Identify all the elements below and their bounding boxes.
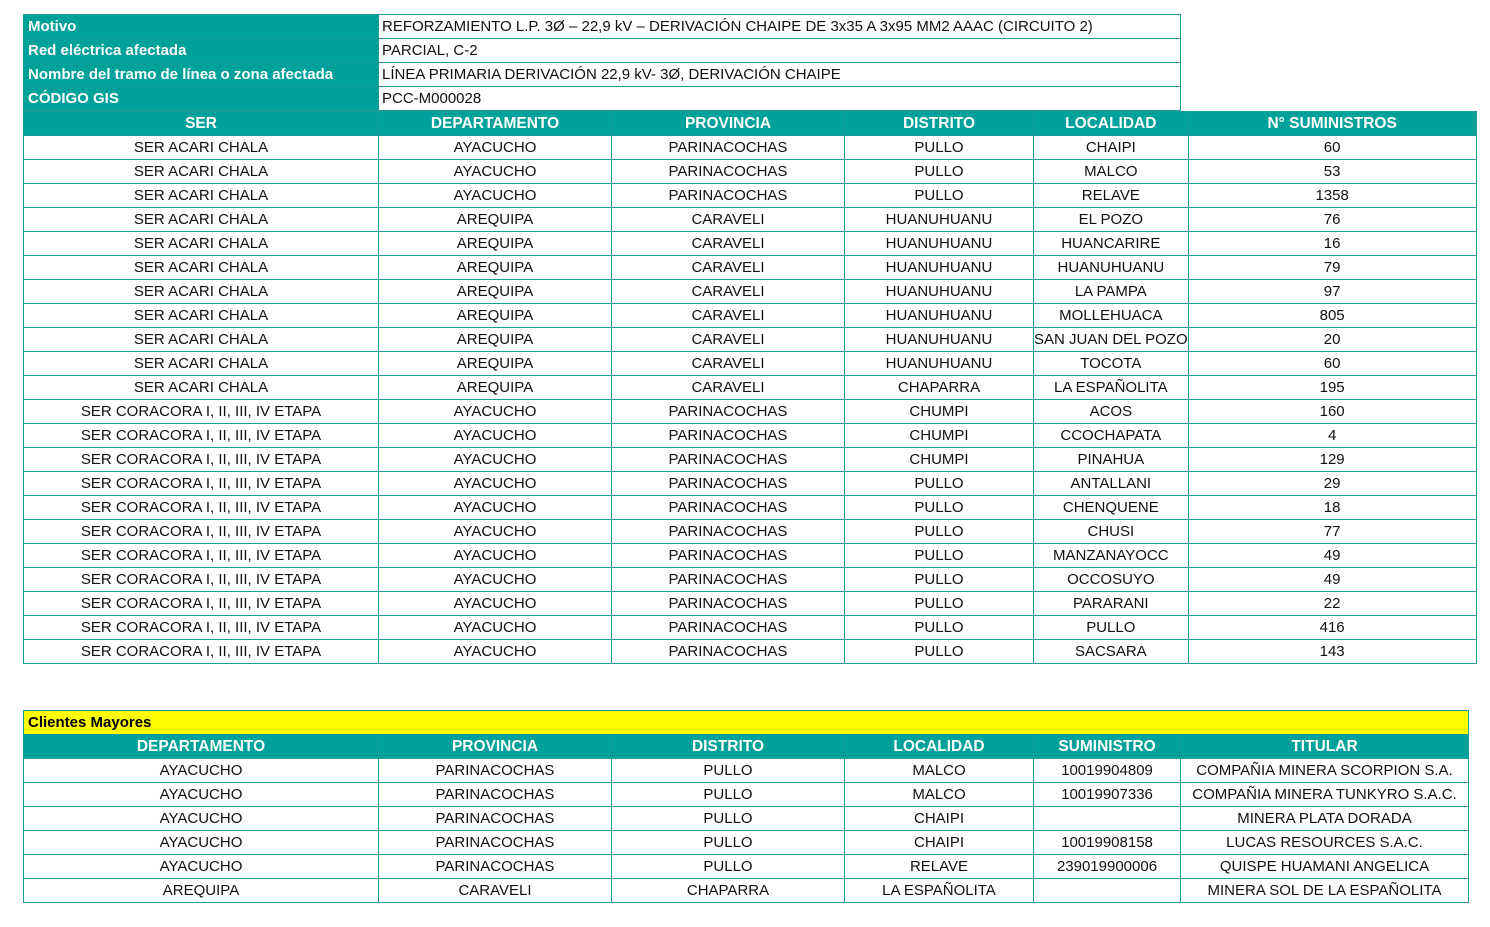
table-row [24, 759, 1469, 783]
info-value: LÍNEA PRIMARIA DERIVACIÓN 22,9 kV- 3Ø, DERIVACIÓN CHAIPE [379, 63, 1181, 87]
table-cell: PARINACOCHAS [612, 592, 845, 616]
table-cell: PARARANI [1034, 592, 1189, 616]
table-cell: HUANUHUANU [845, 208, 1034, 232]
table-row [24, 807, 1469, 831]
table-cell: SER CORACORA I, II, III, IV ETAPA [24, 520, 379, 544]
table-row [24, 879, 1469, 903]
info-label: Red eléctrica afectada [24, 39, 379, 63]
table-row [24, 160, 1477, 184]
column-header: SUMINISTRO [1034, 735, 1181, 759]
table-cell [1034, 879, 1181, 903]
table-cell: SACSARA [1034, 640, 1189, 664]
table-cell: SER ACARI CHALA [24, 208, 379, 232]
table-cell: PULLO [845, 592, 1034, 616]
table-cell: AYACUCHO [379, 616, 612, 640]
table-row [24, 640, 1477, 664]
table-cell: PARINACOCHAS [612, 448, 845, 472]
table-cell: AYACUCHO [379, 592, 612, 616]
table-cell: AYACUCHO [379, 520, 612, 544]
column-header: DISTRITO [612, 735, 845, 759]
table-cell: PARINACOCHAS [379, 807, 612, 831]
table-row [24, 496, 1477, 520]
table-cell: HUANUHUANU [1034, 256, 1189, 280]
table-cell: 1358 [1188, 184, 1476, 208]
table-cell: SER ACARI CHALA [24, 232, 379, 256]
table-cell: CHAPARRA [845, 376, 1034, 400]
table-cell: PULLO [845, 544, 1034, 568]
table-cell: OCCOSUYO [1034, 568, 1189, 592]
table-cell: COMPAÑIA MINERA TUNKYRO S.A.C. [1181, 783, 1469, 807]
table-cell: AYACUCHO [24, 759, 379, 783]
table-cell: MANZANAYOCC [1034, 544, 1189, 568]
column-header: LOCALIDAD [845, 735, 1034, 759]
table-row [24, 783, 1469, 807]
table-cell: CHAIPI [845, 807, 1034, 831]
table-cell: CHUMPI [845, 400, 1034, 424]
table-cell [1034, 807, 1181, 831]
table-cell: AYACUCHO [379, 568, 612, 592]
info-row [24, 87, 1181, 111]
table-cell: AYACUCHO [24, 831, 379, 855]
table-cell: PULLO [845, 640, 1034, 664]
table-row [24, 520, 1477, 544]
table-cell: PULLO [612, 855, 845, 879]
table-cell: AREQUIPA [379, 232, 612, 256]
table-cell: HUANUHUANU [845, 328, 1034, 352]
table-row [24, 855, 1469, 879]
table-cell: AYACUCHO [379, 544, 612, 568]
table-cell: AREQUIPA [379, 280, 612, 304]
table-row [24, 448, 1477, 472]
table-cell: 97 [1188, 280, 1476, 304]
table-cell: AREQUIPA [379, 304, 612, 328]
table-cell: PARINACOCHAS [612, 520, 845, 544]
table-cell: PARINACOCHAS [612, 136, 845, 160]
table-cell: MOLLEHUACA [1034, 304, 1189, 328]
table-cell: CHUSI [1034, 520, 1189, 544]
table-cell: PULLO [845, 136, 1034, 160]
table-cell: 20 [1188, 328, 1476, 352]
table-cell: CHUMPI [845, 448, 1034, 472]
table-cell: 77 [1188, 520, 1476, 544]
table-cell: PULLO [845, 160, 1034, 184]
column-header: PROVINCIA [379, 735, 612, 759]
table-cell: SER ACARI CHALA [24, 352, 379, 376]
table-cell: AYACUCHO [379, 640, 612, 664]
table-cell: 79 [1188, 256, 1476, 280]
table-cell: SER CORACORA I, II, III, IV ETAPA [24, 640, 379, 664]
table-cell: 16 [1188, 232, 1476, 256]
table-cell: HUANUHUANU [845, 352, 1034, 376]
column-header: N° SUMINISTROS [1188, 112, 1476, 136]
table-cell: CARAVELI [612, 376, 845, 400]
table-cell: LA ESPAÑOLITA [845, 879, 1034, 903]
table-cell: 60 [1188, 136, 1476, 160]
table-cell: PARINACOCHAS [612, 160, 845, 184]
table-cell: CARAVELI [379, 879, 612, 903]
table-row [24, 376, 1477, 400]
table-cell: MINERA SOL DE LA ESPAÑOLITA [1181, 879, 1469, 903]
table-cell: PARINACOCHAS [612, 568, 845, 592]
table-cell: CHUMPI [845, 424, 1034, 448]
table-cell: PARINACOCHAS [612, 496, 845, 520]
table-row [24, 328, 1477, 352]
major-clients-title: Clientes Mayores [24, 711, 1469, 735]
table-cell: PARINACOCHAS [379, 831, 612, 855]
info-value: PARCIAL, C-2 [379, 39, 1181, 63]
table-cell: CARAVELI [612, 208, 845, 232]
table-cell: PINAHUA [1034, 448, 1189, 472]
table-cell: PARINACOCHAS [379, 783, 612, 807]
table-cell: SER CORACORA I, II, III, IV ETAPA [24, 544, 379, 568]
table-cell: 129 [1188, 448, 1476, 472]
table-cell: CHENQUENE [1034, 496, 1189, 520]
table-cell: AREQUIPA [379, 352, 612, 376]
table-cell: SER CORACORA I, II, III, IV ETAPA [24, 472, 379, 496]
column-header: DISTRITO [845, 112, 1034, 136]
table-cell: 29 [1188, 472, 1476, 496]
column-header: SER [24, 112, 379, 136]
table-cell: CCOCHAPATA [1034, 424, 1189, 448]
table-cell: SER CORACORA I, II, III, IV ETAPA [24, 568, 379, 592]
localities-header-row [24, 112, 1477, 136]
localities-table [23, 111, 1477, 664]
table-cell: CARAVELI [612, 328, 845, 352]
table-cell: AYACUCHO [379, 496, 612, 520]
table-row [24, 208, 1477, 232]
table-cell: 60 [1188, 352, 1476, 376]
table-cell: 10019908158 [1034, 831, 1181, 855]
table-cell: SER CORACORA I, II, III, IV ETAPA [24, 616, 379, 640]
table-row [24, 472, 1477, 496]
table-cell: PARINACOCHAS [379, 759, 612, 783]
table-cell: CARAVELI [612, 256, 845, 280]
table-row [24, 616, 1477, 640]
table-cell: PULLO [845, 496, 1034, 520]
table-cell: PULLO [612, 783, 845, 807]
table-cell: LA PAMPA [1034, 280, 1189, 304]
table-cell: MALCO [845, 759, 1034, 783]
table-cell: PARINACOCHAS [612, 640, 845, 664]
table-cell: AYACUCHO [379, 400, 612, 424]
table-cell: 160 [1188, 400, 1476, 424]
table-cell: SER ACARI CHALA [24, 304, 379, 328]
table-cell: PARINACOCHAS [612, 616, 845, 640]
table-cell: SER CORACORA I, II, III, IV ETAPA [24, 400, 379, 424]
table-row [24, 592, 1477, 616]
table-cell: HUANUHUANU [845, 304, 1034, 328]
table-cell: CARAVELI [612, 304, 845, 328]
info-row [24, 15, 1181, 39]
table-cell: AYACUCHO [379, 184, 612, 208]
table-cell: PARINACOCHAS [612, 544, 845, 568]
table-cell: 53 [1188, 160, 1476, 184]
table-cell: PARINACOCHAS [612, 424, 845, 448]
table-cell: CARAVELI [612, 352, 845, 376]
table-cell: CARAVELI [612, 280, 845, 304]
table-cell: HUANCARIRE [1034, 232, 1189, 256]
table-cell: PARINACOCHAS [612, 400, 845, 424]
info-label: Nombre del tramo de línea o zona afectada [24, 63, 379, 87]
table-cell: AYACUCHO [24, 783, 379, 807]
table-row [24, 568, 1477, 592]
table-cell: PULLO [845, 520, 1034, 544]
table-cell: HUANUHUANU [845, 232, 1034, 256]
table-cell: PARINACOCHAS [379, 855, 612, 879]
table-cell: PULLO [845, 472, 1034, 496]
table-cell: CHAIPI [845, 831, 1034, 855]
table-cell: LA ESPAÑOLITA [1034, 376, 1189, 400]
table-cell: 195 [1188, 376, 1476, 400]
table-cell: CHAPARRA [612, 879, 845, 903]
table-cell: HUANUHUANU [845, 280, 1034, 304]
major-clients-table [23, 710, 1469, 903]
table-cell: AREQUIPA [379, 208, 612, 232]
table-cell: SER ACARI CHALA [24, 160, 379, 184]
table-row [24, 304, 1477, 328]
info-row [24, 63, 1181, 87]
info-value: REFORZAMIENTO L.P. 3Ø – 22,9 kV – DERIVACIÓN CHAIPE DE 3x35 A 3x95 MM2 AAAC (CIRCUITO 2) [379, 15, 1181, 39]
table-cell: 416 [1188, 616, 1476, 640]
table-cell: ACOS [1034, 400, 1189, 424]
table-cell: 4 [1188, 424, 1476, 448]
table-cell: PULLO [1034, 616, 1189, 640]
table-cell: 76 [1188, 208, 1476, 232]
table-cell: 49 [1188, 568, 1476, 592]
table-cell: RELAVE [1034, 184, 1189, 208]
table-cell: 10019907336 [1034, 783, 1181, 807]
table-cell: PULLO [845, 616, 1034, 640]
table-row [24, 136, 1477, 160]
table-row [24, 184, 1477, 208]
table-cell: 49 [1188, 544, 1476, 568]
info-value: PCC-M000028 [379, 87, 1181, 111]
table-row [24, 280, 1477, 304]
info-table [23, 14, 1181, 111]
table-row [24, 544, 1477, 568]
table-cell: 239019900006 [1034, 855, 1181, 879]
table-cell: AYACUCHO [379, 160, 612, 184]
table-cell: SAN JUAN DEL POZO [1034, 328, 1189, 352]
table-cell: PULLO [845, 184, 1034, 208]
table-cell: SER ACARI CHALA [24, 376, 379, 400]
table-cell: SER ACARI CHALA [24, 136, 379, 160]
column-header: PROVINCIA [612, 112, 845, 136]
table-cell: AYACUCHO [24, 855, 379, 879]
table-cell: SER ACARI CHALA [24, 328, 379, 352]
info-label: CÓDIGO GIS [24, 87, 379, 111]
table-cell: 18 [1188, 496, 1476, 520]
table-row [24, 424, 1477, 448]
column-header: DEPARTAMENTO [24, 735, 379, 759]
table-cell: SER CORACORA I, II, III, IV ETAPA [24, 448, 379, 472]
table-cell: AYACUCHO [379, 448, 612, 472]
table-cell: PULLO [612, 831, 845, 855]
table-row [24, 256, 1477, 280]
table-cell: QUISPE HUAMANI ANGELICA [1181, 855, 1469, 879]
column-header: LOCALIDAD [1034, 112, 1189, 136]
column-header: TITULAR [1181, 735, 1469, 759]
column-header: DEPARTAMENTO [379, 112, 612, 136]
table-cell: SER CORACORA I, II, III, IV ETAPA [24, 592, 379, 616]
table-cell: COMPAÑIA MINERA SCORPION S.A. [1181, 759, 1469, 783]
table-cell: AYACUCHO [379, 424, 612, 448]
table-cell: AREQUIPA [379, 256, 612, 280]
table-cell: 143 [1188, 640, 1476, 664]
table-cell: 805 [1188, 304, 1476, 328]
table-cell: AREQUIPA [379, 328, 612, 352]
table-cell: EL POZO [1034, 208, 1189, 232]
table-cell: MINERA PLATA DORADA [1181, 807, 1469, 831]
table-cell: AYACUCHO [379, 136, 612, 160]
table-row [24, 831, 1469, 855]
info-row [24, 39, 1181, 63]
table-cell: 22 [1188, 592, 1476, 616]
table-cell: PARINACOCHAS [612, 472, 845, 496]
table-row [24, 352, 1477, 376]
table-cell: RELAVE [845, 855, 1034, 879]
table-cell: SER ACARI CHALA [24, 280, 379, 304]
table-cell: PULLO [612, 807, 845, 831]
table-cell: 10019904809 [1034, 759, 1181, 783]
table-row [24, 232, 1477, 256]
table-cell: ANTALLANI [1034, 472, 1189, 496]
table-cell: CARAVELI [612, 232, 845, 256]
table-cell: PARINACOCHAS [612, 184, 845, 208]
table-cell: AREQUIPA [24, 879, 379, 903]
info-label: Motivo [24, 15, 379, 39]
table-cell: AYACUCHO [379, 472, 612, 496]
table-row [24, 400, 1477, 424]
table-cell: SER CORACORA I, II, III, IV ETAPA [24, 496, 379, 520]
table-cell: TOCOTA [1034, 352, 1189, 376]
table-cell: AYACUCHO [24, 807, 379, 831]
table-cell: SER ACARI CHALA [24, 184, 379, 208]
table-cell: SER ACARI CHALA [24, 256, 379, 280]
table-cell: MALCO [845, 783, 1034, 807]
table-cell: MALCO [1034, 160, 1189, 184]
table-cell: HUANUHUANU [845, 256, 1034, 280]
table-cell: CHAIPI [1034, 136, 1189, 160]
major-clients-header-row [24, 735, 1469, 759]
table-cell: SER CORACORA I, II, III, IV ETAPA [24, 424, 379, 448]
table-cell: AREQUIPA [379, 376, 612, 400]
table-cell: LUCAS RESOURCES S.A.C. [1181, 831, 1469, 855]
table-cell: PULLO [612, 759, 845, 783]
table-cell: PULLO [845, 568, 1034, 592]
